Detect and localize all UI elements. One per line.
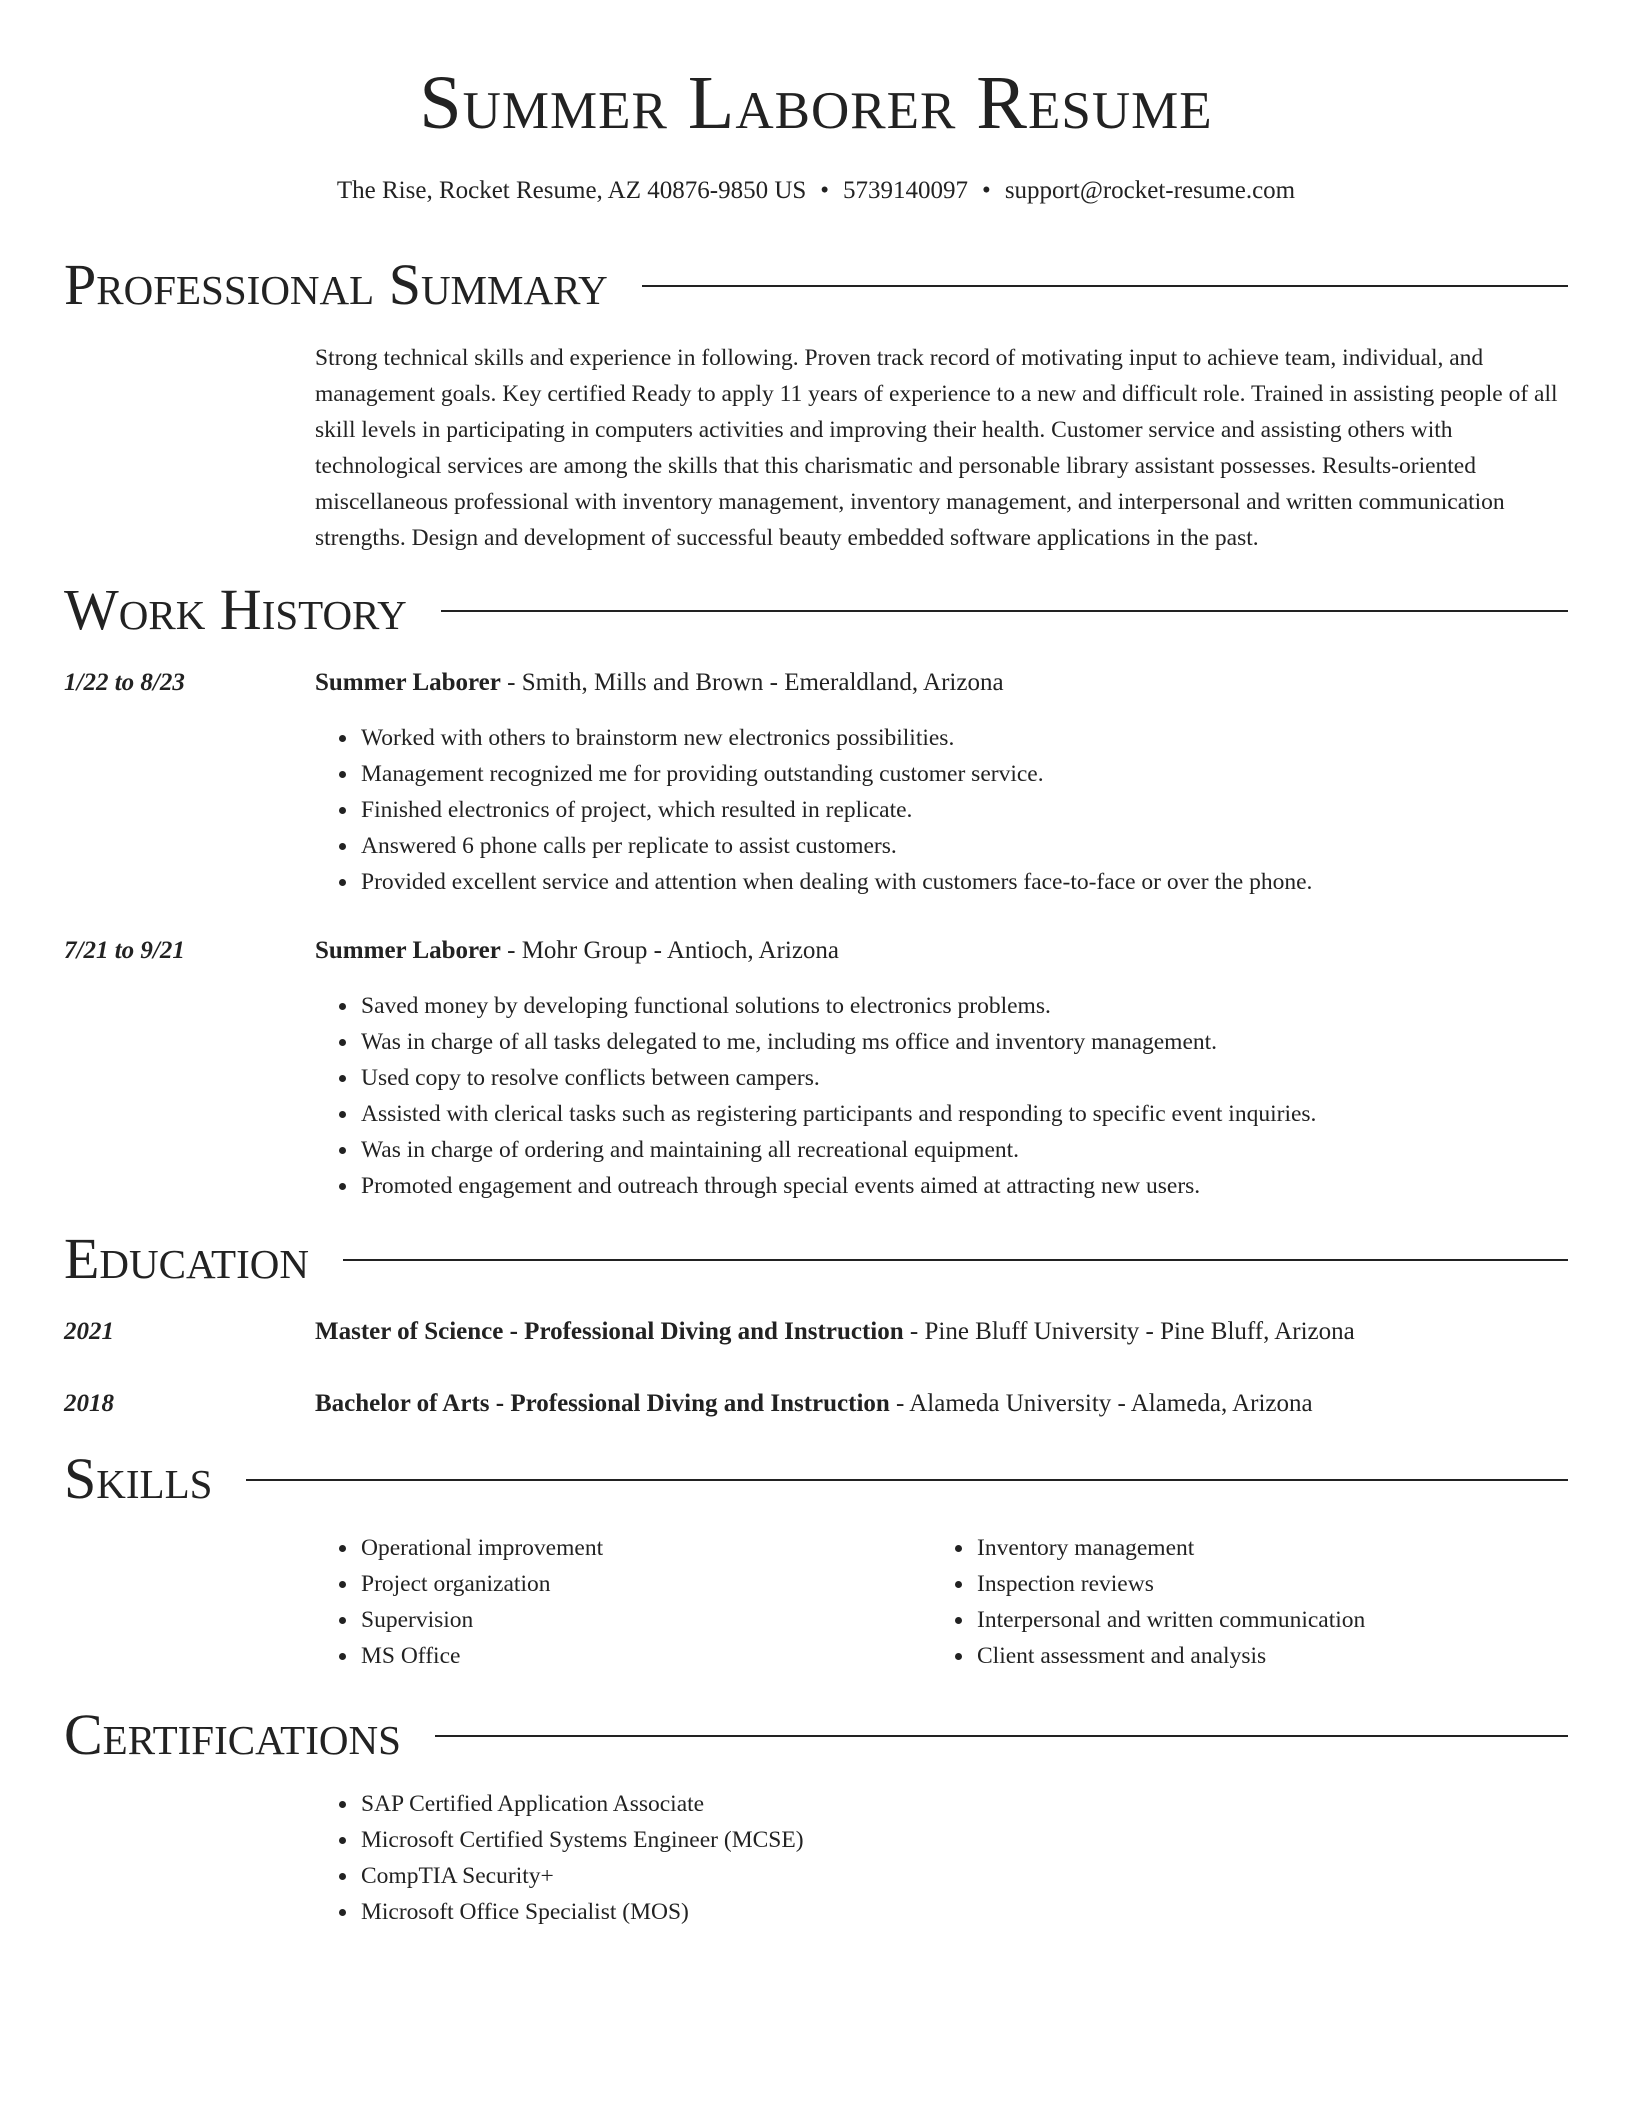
section-header-summary xyxy=(64,252,1568,318)
list-item: • Promoted engagement and outreach through special events aimed at attracting new users. xyxy=(359,1168,1316,1204)
contact-email[interactable]: support@rocket-resume.com xyxy=(1004,177,1296,204)
skill-item: • Inspection reviews xyxy=(975,1566,1365,1602)
job-details: - Mohr Group - Antioch, Arizona xyxy=(500,937,840,964)
education-details: - Alameda University - Alameda, Arizona xyxy=(889,1390,1313,1417)
education-entry xyxy=(315,1315,1570,1349)
section-header-certifications xyxy=(64,1702,1568,1768)
job-bullets xyxy=(315,988,1316,1204)
certifications-list xyxy=(315,1786,804,1930)
list-item: • Finished electronics of project, which resulted in replicate. xyxy=(359,792,1312,828)
job-dates: 7/21 to 9/21 xyxy=(64,937,185,964)
job-dates: 1/22 to 8/23 xyxy=(64,669,185,696)
summary-text: Strong technical skills and experience in following. Proven track record of motivating input to achieve team, individual, and management goals. Key certified Ready to apply 11 years of experience to a new and difficult role. Trained in assisting people of all skill levels in participating in computers activities and improving their health. Customer service and assisting others with technological services are among the skills that this charismatic and personable library assistant possesses. Results-oriented miscellaneous professional with inventory management, inventory management, and interpersonal and written communication strengths. Design and development of successful beauty embedded software applications in the past. xyxy=(315,345,1558,551)
certification-item: • SAP Certified Application Associate xyxy=(359,1786,804,1822)
contact-phone: 5739140097 xyxy=(843,177,969,204)
skill-item: • Interpersonal and written communication xyxy=(975,1602,1365,1638)
skill-item: • Supervision xyxy=(359,1602,603,1638)
job-heading xyxy=(315,666,1570,700)
section-divider xyxy=(343,1259,1568,1261)
section-divider xyxy=(435,1735,1568,1737)
contact-separator: • xyxy=(820,177,830,204)
education-degree: Bachelor of Arts - Professional Diving and Instruction xyxy=(315,1390,890,1417)
contact-line xyxy=(0,175,1632,207)
job-bullets xyxy=(315,720,1312,900)
list-item: • Provided excellent service and attention when dealing with customers face-to-face or over the phone. xyxy=(359,864,1312,900)
education-year: 2018 xyxy=(64,1390,114,1417)
certification-item: • Microsoft Office Specialist (MOS) xyxy=(359,1894,804,1930)
list-item: • Saved money by developing functional solutions to electronics problems. xyxy=(359,988,1316,1024)
skills-list-left xyxy=(315,1530,603,1674)
education-degree: Master of Science - Professional Diving and Instruction xyxy=(315,1318,904,1345)
education-details: - Pine Bluff University - Pine Bluff, Arizona xyxy=(903,1318,1355,1345)
certification-item: • Microsoft Certified Systems Engineer (MCSE) xyxy=(359,1822,804,1858)
section-title-summary: Professional Summary xyxy=(64,252,608,317)
contact-address: The Rise, Rocket Resume, AZ 40876-9850 US xyxy=(336,177,807,204)
section-title-certifications: Certifications xyxy=(64,1702,401,1767)
list-item: • Management recognized me for providing outstanding customer service. xyxy=(359,756,1312,792)
job-role: Summer Laborer xyxy=(315,937,501,964)
resume-title: Summer Laborer Resume xyxy=(419,61,1213,145)
list-item: • Worked with others to brainstorm new electronics possibilities. xyxy=(359,720,1312,756)
contact-separator: • xyxy=(982,177,991,204)
job-role: Summer Laborer xyxy=(315,669,501,696)
skill-item: • Client assessment and analysis xyxy=(975,1638,1365,1674)
list-item: • Was in charge of all tasks delegated to me, including ms office and inventory management. xyxy=(359,1024,1316,1060)
list-item: • Assisted with clerical tasks such as registering participants and responding to specific event inquiries. xyxy=(359,1096,1316,1132)
certification-item: • CompTIA Security+ xyxy=(359,1858,804,1894)
section-title-education: Education xyxy=(64,1226,309,1291)
list-item: • Was in charge of ordering and maintaining all recreational equipment. xyxy=(359,1132,1316,1168)
skill-item: • MS Office xyxy=(359,1638,603,1674)
section-header-skills xyxy=(64,1446,1568,1512)
job-heading xyxy=(315,934,1570,968)
section-header-work-history xyxy=(64,577,1568,643)
section-title-work-history: Work History xyxy=(64,577,407,642)
section-divider xyxy=(246,1479,1568,1481)
list-item: • Used copy to resolve conflicts between campers. xyxy=(359,1060,1316,1096)
skill-item: • Operational improvement xyxy=(359,1530,603,1566)
skill-item: • Project organization xyxy=(359,1566,603,1602)
list-item: • Answered 6 phone calls per replicate to assist customers. xyxy=(359,828,1312,864)
job-details: - Smith, Mills and Brown - Emeraldland, Arizona xyxy=(500,669,1004,696)
section-title-skills: Skills xyxy=(64,1446,213,1511)
skills-list-right xyxy=(931,1530,1365,1674)
section-divider xyxy=(642,285,1568,287)
education-year: 2021 xyxy=(64,1318,114,1345)
section-divider xyxy=(441,610,1568,612)
section-header-education xyxy=(64,1226,1568,1292)
skill-item: • Inventory management xyxy=(975,1530,1365,1566)
education-entry xyxy=(315,1387,1570,1421)
